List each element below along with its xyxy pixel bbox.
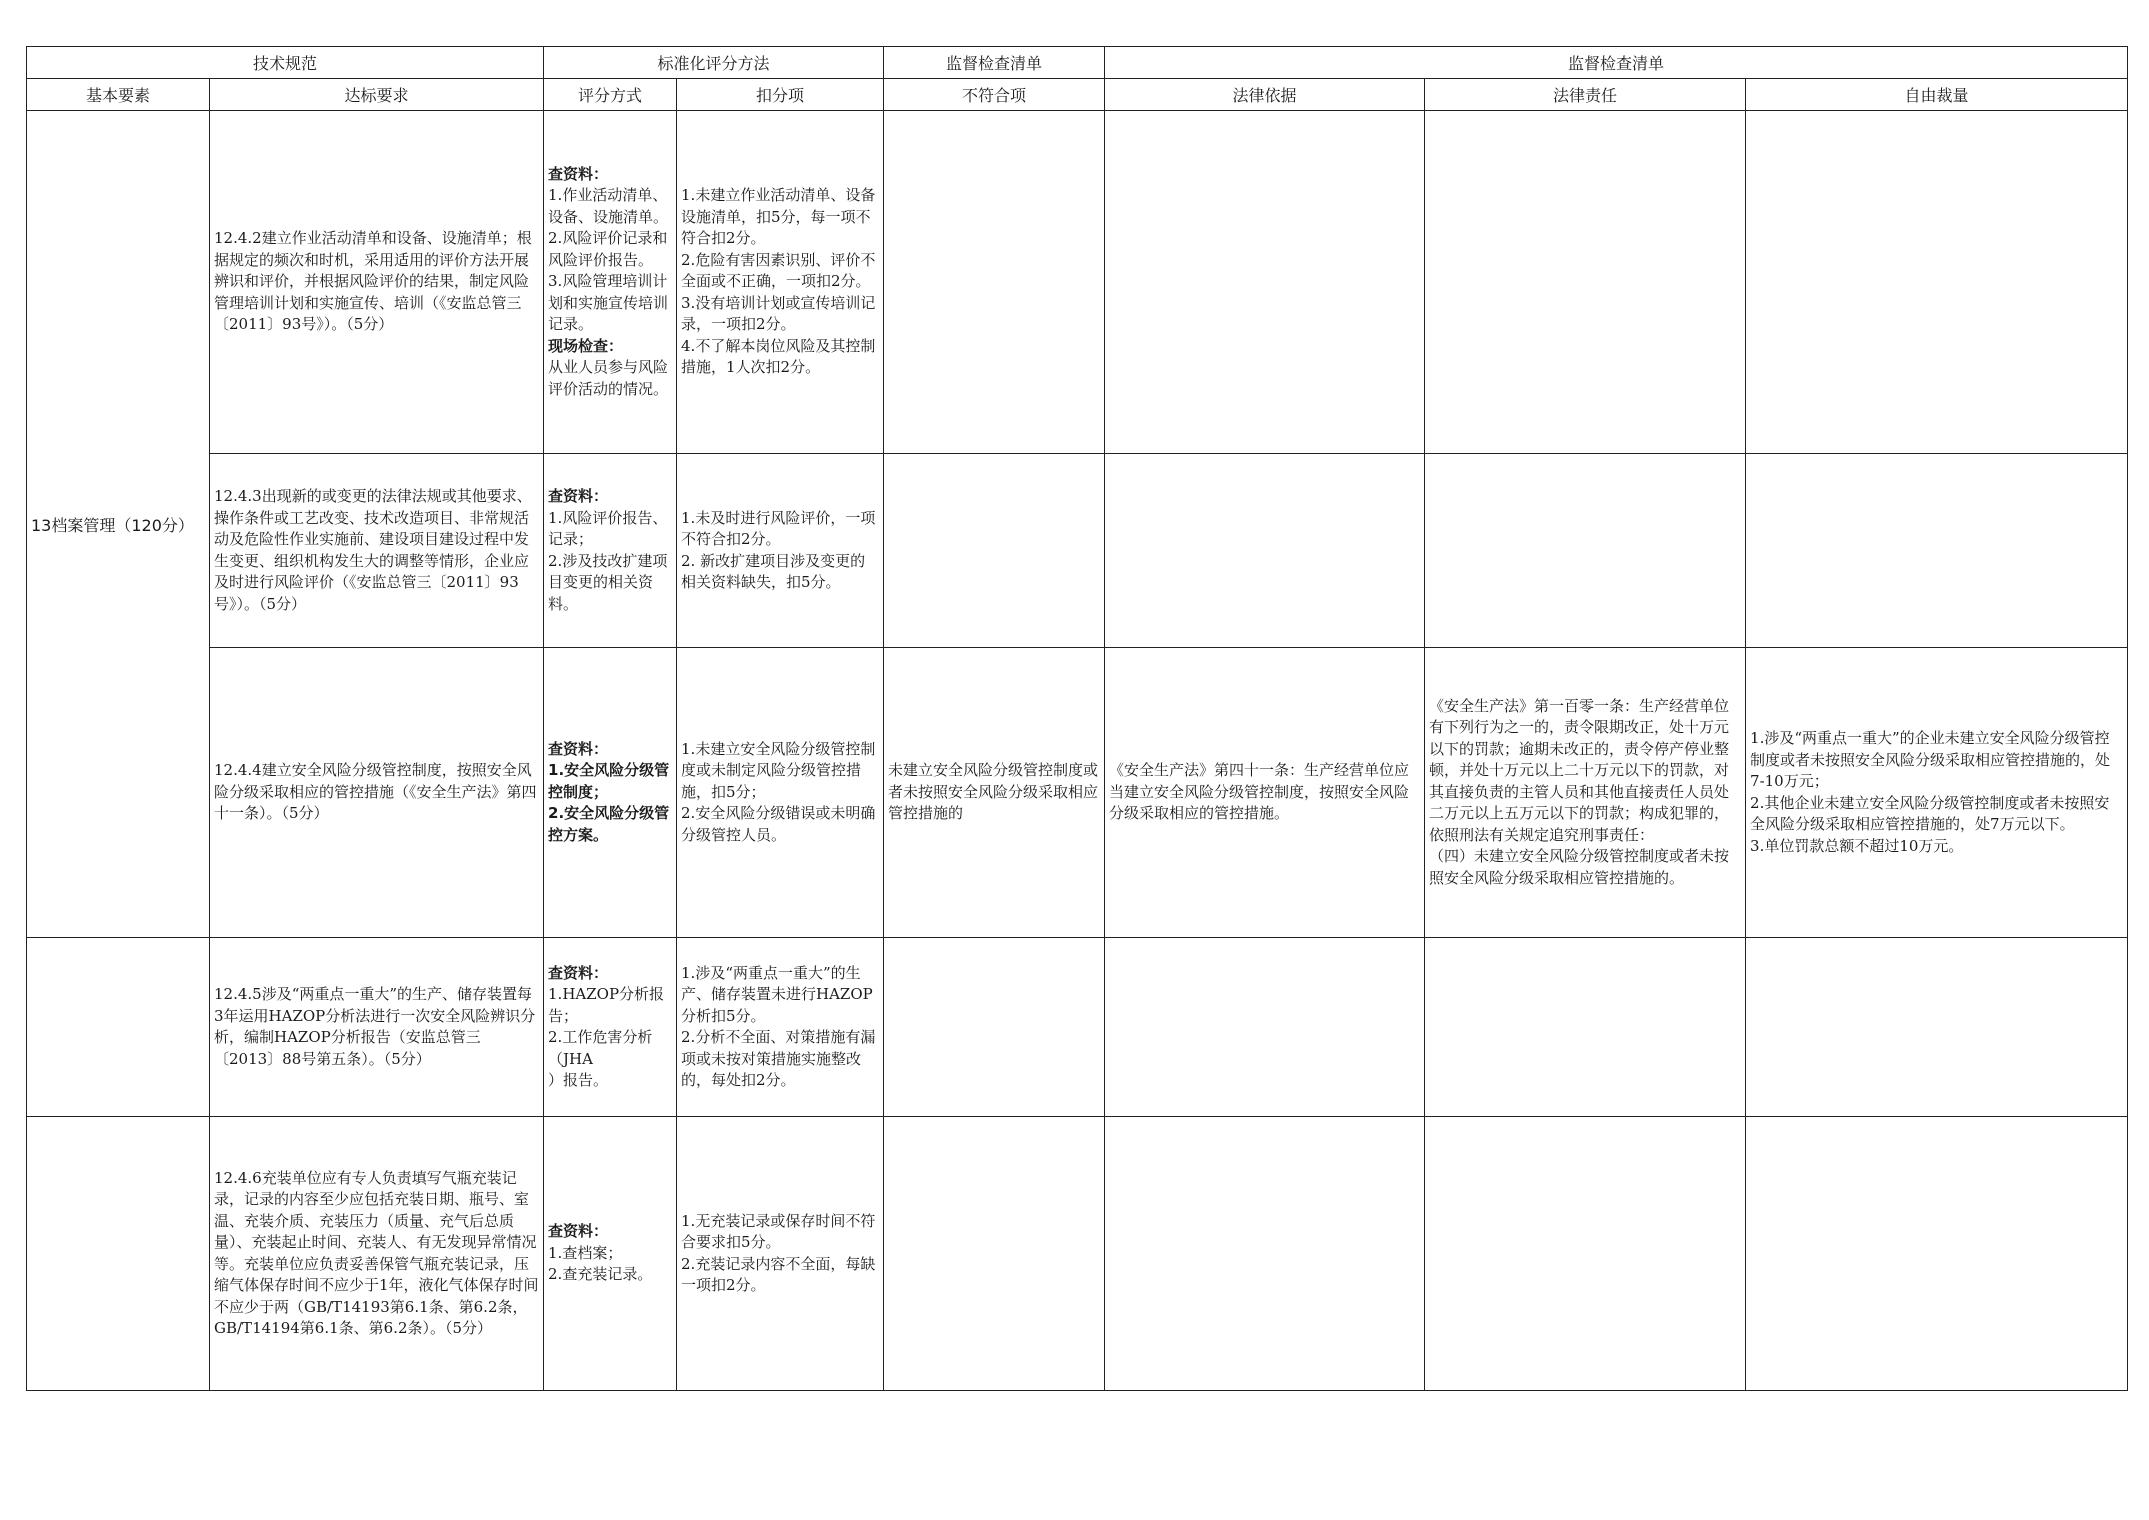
header-group-checklist-a: 监督检查清单 [884, 47, 1105, 79]
method-cell [544, 454, 677, 648]
category-cell-empty [27, 938, 210, 1117]
legal-liability-cell: 《安全生产法》第一百零一条：生产经营单位有下列行为之一的，责令限期改正，处十万元以下的罚款；逾期未改正的，责令停产停业整顿，并处十万元以上二十万元以下的罚款，对其直接负责的主管人员和其他直接责任人员处二万元以上五万元以下的罚款；构成犯罪的，依照刑法有关规定追究刑事责任： （四）未建立安全风险分级管控制度或者未按照安全风险分级采取相应管控措施的。 [1425, 648, 1746, 938]
method-cell [544, 648, 677, 938]
header-deduction: 扣分项 [677, 79, 884, 111]
method-onsite-title: 现场检查： [548, 336, 624, 355]
method-title: 查资料： [548, 164, 609, 183]
requirement-cell: 12.4.2建立作业活动清单和设备、设施清单；根据规定的频次和时机，采用适用的评价方法开展辨识和评价，并根据风险评价的结果，制定风险管理培训计划和实施宣传、培训（《安监总管三〔2011〕93号》）。（5分） [210, 111, 544, 454]
method-text: 1.查档案； 2.查充装记录。 [548, 1243, 653, 1284]
header-noncompliance: 不符合项 [884, 79, 1105, 111]
method-title: 查资料： [548, 487, 609, 505]
deduction-cell: 1.未建立安全风险分级管控制度或未制定风险分级管控措施，扣5分； 2.安全风险分级错误或未明确分级管控人员。 [677, 648, 884, 938]
legal-liability-cell [1425, 938, 1746, 1117]
noncompliance-cell [884, 454, 1105, 648]
header-discretion: 自由裁量 [1746, 79, 2128, 111]
header-group-scoring: 标准化评分方法 [544, 47, 884, 79]
deduction-cell: 1.涉及“两重点一重大”的生产、储存装置未进行HAZOP分析扣5分。 2.分析不全面、对策措施有漏项或未按对策措施实施整改的，每处扣2分。 [677, 938, 884, 1117]
legal-basis-cell [1105, 1117, 1425, 1391]
noncompliance-cell [884, 111, 1105, 454]
legal-liability-cell [1425, 454, 1746, 648]
header-group-checklist-b: 监督检查清单 [1105, 47, 2128, 79]
deduction-cell: 1.未及时进行风险评价，一项不符合扣2分。 2. 新改扩建项目涉及变更的相关资料缺失，扣5分。 [677, 454, 884, 648]
discretion-cell [1746, 1117, 2128, 1391]
method-text: 1.风险评价报告、记录； 2.涉及技改扩建项目变更的相关资料。 [548, 508, 668, 613]
header-group-row [27, 47, 2128, 79]
requirement-cell: 12.4.4建立安全风险分级管控制度，按照安全风险分级采取相应的管控措施（《安全生产法》第四十一条）。（5分） [210, 648, 544, 938]
requirement-cell: 12.4.5涉及“两重点一重大”的生产、储存装置每3年运用HAZOP分析法进行一次安全风险辨识分析，编制HAZOP分析报告（安监总管三〔2013〕88号第五条）。（5分） [210, 938, 544, 1117]
method-cell [544, 938, 677, 1117]
legal-liability-cell [1425, 111, 1746, 454]
legal-liability-cell [1425, 1117, 1746, 1391]
method-cell [544, 1117, 677, 1391]
method-onsite-text: 从业人员参与风险评价活动的情况。 [548, 358, 669, 398]
method-text: 1.HAZOP分析报告； 2.工作危害分析（JHA ）报告。 [548, 985, 665, 1089]
category-cell: 13档案管理（120分） [27, 111, 210, 938]
header-group-tech-spec: 技术规范 [27, 47, 544, 79]
method-cell [544, 111, 677, 454]
header-scoring-method: 评分方式 [544, 79, 677, 111]
table-row [27, 111, 2128, 454]
header-requirement: 达标要求 [210, 79, 544, 111]
regulation-table [26, 46, 2128, 1391]
legal-basis-cell [1105, 111, 1425, 454]
table-row [27, 454, 2128, 648]
discretion-cell [1746, 454, 2128, 648]
header-legal-liability: 法律责任 [1425, 79, 1746, 111]
discretion-cell [1746, 111, 2128, 454]
noncompliance-cell [884, 938, 1105, 1117]
method-text: 1.作业活动清单、设备、设施清单。 2.风险评价记录和风险评价报告。 3.风险管理培训计划和实施宣传培训记录。 [548, 186, 669, 334]
category-cell-empty [27, 1117, 210, 1391]
header-col-row [27, 79, 2128, 111]
method-text-bold: 1.安全风险分级管控制度； 2.安全风险分级管控方案。 [548, 761, 670, 844]
deduction-cell: 1.无充装记录或保存时间不符合要求扣5分。 2.充装记录内容不全面，每缺一项扣2分。 [677, 1117, 884, 1391]
requirement-cell: 12.4.3出现新的或变更的法律法规或其他要求、操作条件或工艺改变、技术改造项目、非常规活动及危险性作业实施前、建设项目建设过程中发生变更、组织机构发生大的调整等情形，企业应及时进行风险评价（《安监总管三〔2011〕93号》）。（5分） [210, 454, 544, 648]
discretion-cell: 1.涉及“两重点一重大”的企业未建立安全风险分级管控制度或者未按照安全风险分级采取相应管控措施的，处7-10万元； 2.其他企业未建立安全风险分级管控制度或者未按照安全风险分级采取相应管控措施的，处7万元以下。 3.单位罚款总额不超过10万元。 [1746, 648, 2128, 938]
legal-basis-cell: 《安全生产法》第四十一条：生产经营单位应当建立安全风险分级管控制度，按照安全风险分级采取相应的管控措施。 [1105, 648, 1425, 938]
header-legal-basis: 法律依据 [1105, 79, 1425, 111]
method-title: 查资料： [548, 739, 609, 758]
table-row [27, 1117, 2128, 1391]
method-title: 查资料： [548, 963, 609, 982]
table-row [27, 938, 2128, 1117]
discretion-cell [1746, 938, 2128, 1117]
deduction-cell: 1.未建立作业活动清单、设备设施清单，扣5分，每一项不符合扣2分。 2.危险有害因素识别、评价不全面或不正确，一项扣2分。 3.没有培训计划或宣传培训记录，一项扣2分。 4.不了解本岗位风险及其控制措施，1人次扣2分。 [677, 111, 884, 454]
noncompliance-cell [884, 1117, 1105, 1391]
method-title: 查资料： [548, 1222, 609, 1241]
legal-basis-cell [1105, 454, 1425, 648]
table-row [27, 648, 2128, 938]
legal-basis-cell [1105, 938, 1425, 1117]
noncompliance-cell: 未建立安全风险分级管控制度或者未按照安全风险分级采取相应管控措施的 [884, 648, 1105, 938]
header-basic-element: 基本要素 [27, 79, 210, 111]
requirement-cell: 12.4.6充装单位应有专人负责填写气瓶充装记录，记录的内容至少应包括充装日期、瓶号、室温、充装介质、充装压力（质量、充气后总质量）、充装起止时间、充装人、有无发现异常情况等。充装单位应负责妥善保管气瓶充装记录，压缩气体保存时间不应少于1年，液化气体保存时间不应少于两（GB/T14193第6.1条、第6.2条，GB/T14194第6.1条、第6.2条）。（5分） [210, 1117, 544, 1391]
